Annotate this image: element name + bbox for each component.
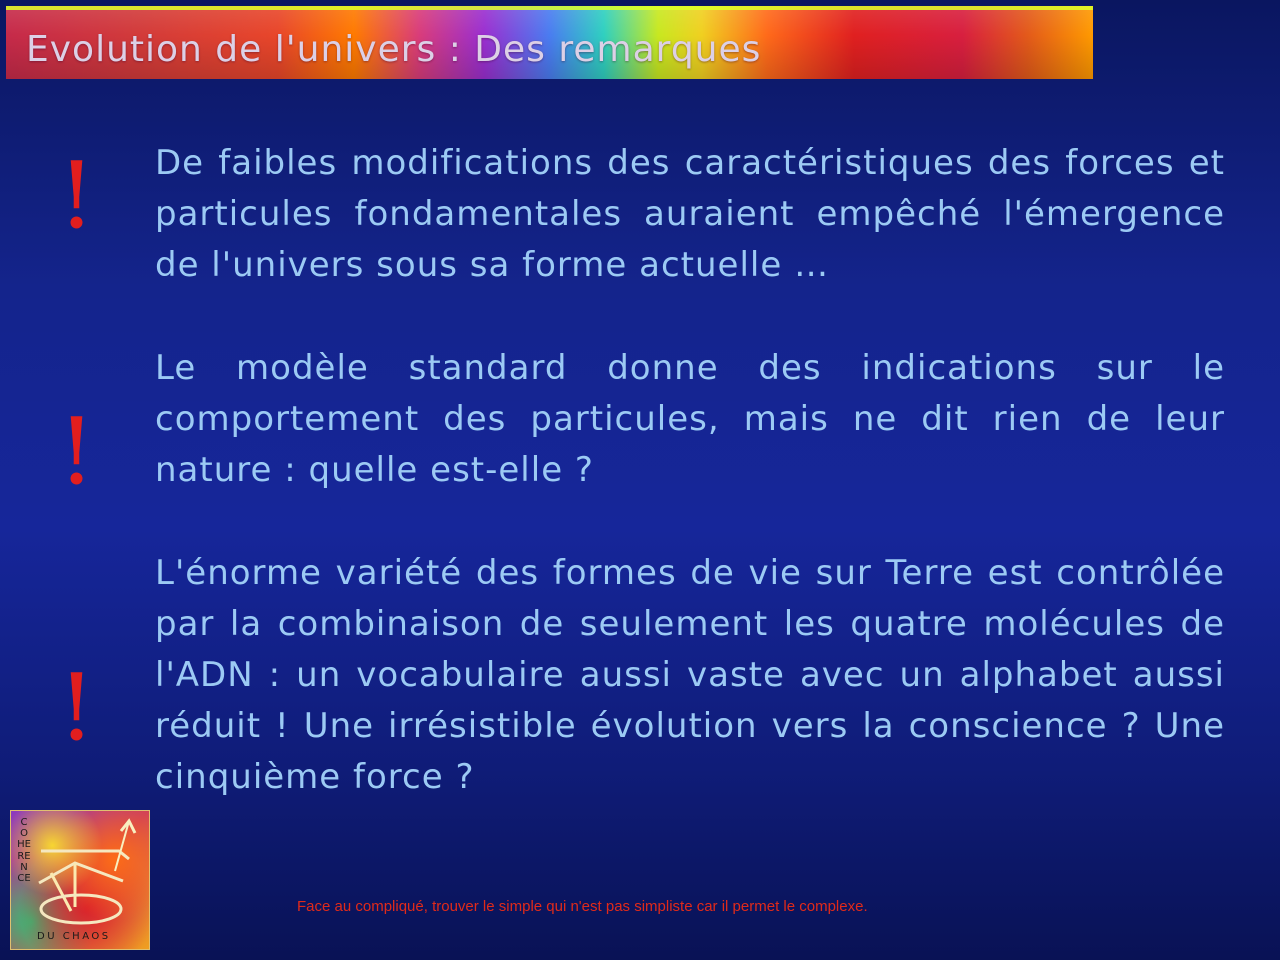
remark-paragraph-2 [155,343,1225,496]
logo-emblem-icon [11,811,151,951]
remark-text-2: Le modèle standard donne des indications sur le comportement des particules, mais ne dit rien de leur nature : quelle est-elle ? [155,348,1225,490]
remark-text-3: L'énorme variété des formes de vie sur Terre est contrôlée par la combinaison de seulement les quatre molécules de l'ADN : un vocabulaire aussi vaste avec un alphabet aussi réduit ! Une irrésistible évolution vers la conscience ? Une cinquième force ? [155,553,1225,797]
exclamation-marker-3: ! [58,654,95,761]
title-banner [6,6,1093,79]
footer-quote: Face au compliqué, trouver le simple qui n'est pas simpliste car il permet le complexe. [297,898,868,915]
logo-bottom-text: DU CHAOS [37,931,111,942]
logo-vertical-text: COHERENCE [17,817,31,885]
remark-paragraph-3 [155,548,1225,803]
coherence-du-chaos-logo [10,810,150,950]
remark-paragraph-1 [155,138,1225,291]
exclamation-marker-1: ! [58,142,95,249]
slide-title: Evolution de l'univers : Des remarques [26,29,762,70]
exclamation-marker-2: ! [58,398,95,505]
logo-stroke-top [41,851,129,859]
logo-ellipse [41,895,121,923]
remark-text-1: De faibles modifications des caractéristiques des forces et particules fondamentales auraient empêché l'émergence de l'univers sous sa forme actuelle … [155,143,1225,285]
